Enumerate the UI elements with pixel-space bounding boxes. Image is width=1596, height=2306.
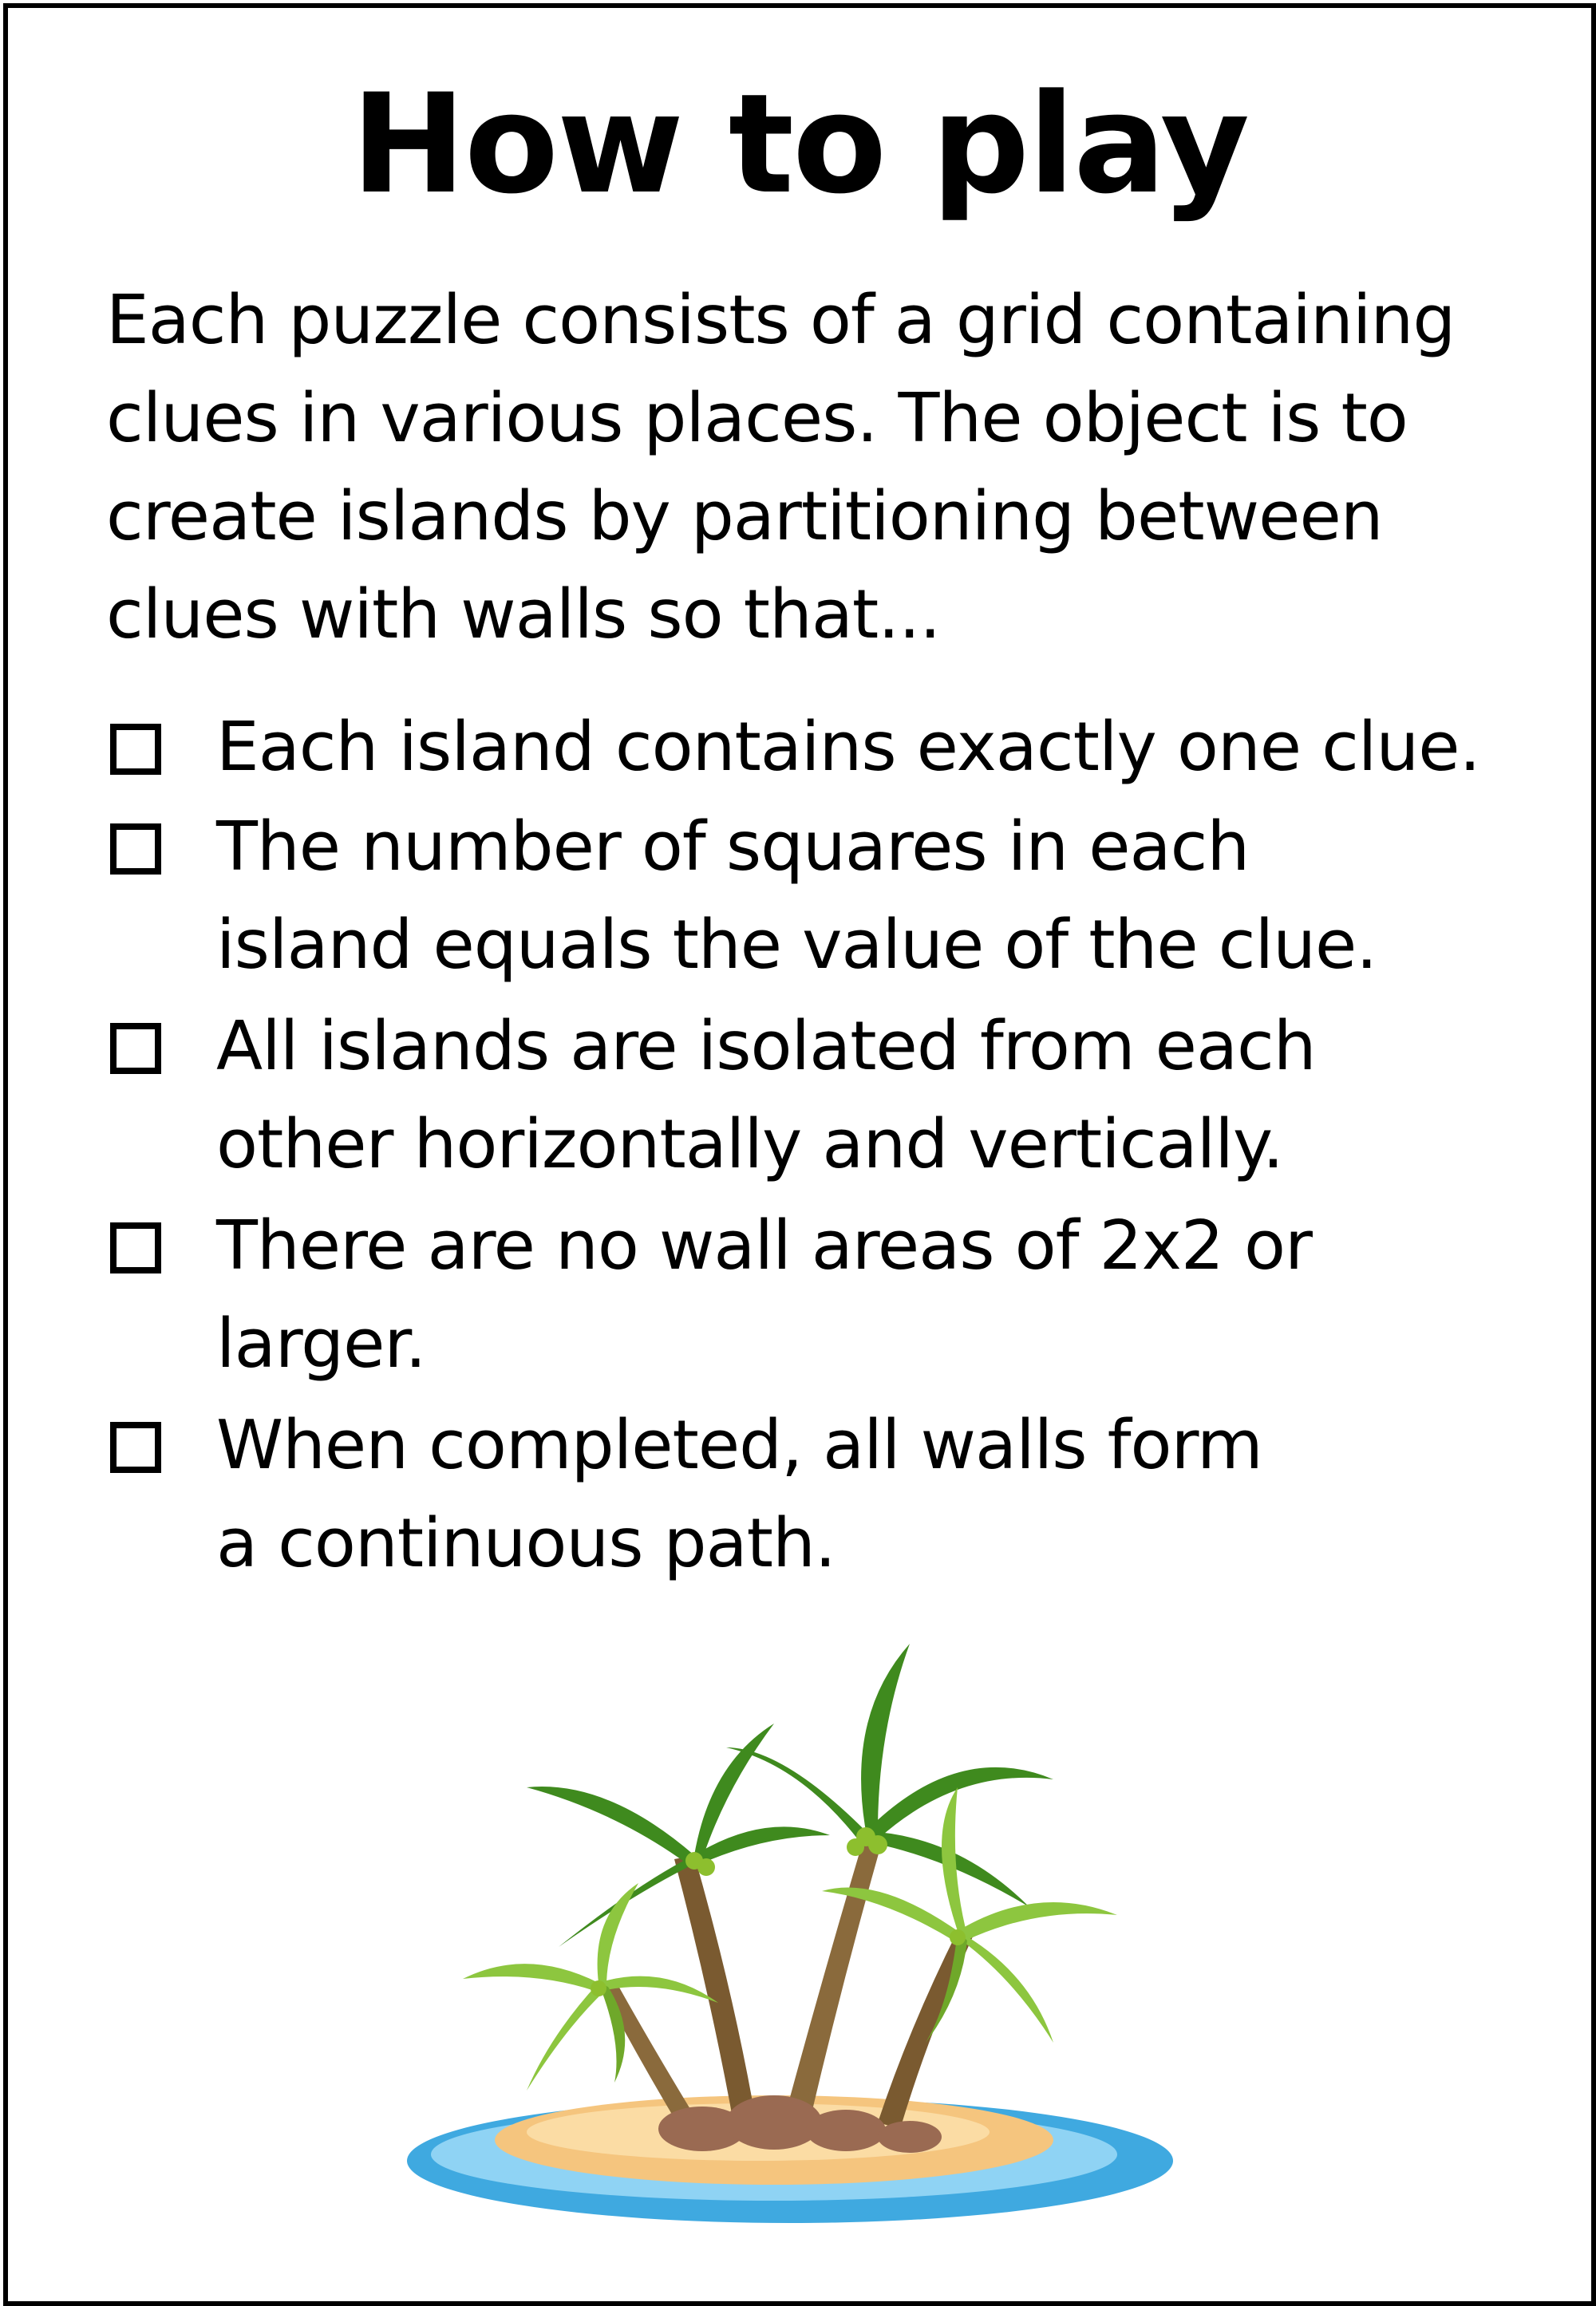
checkbox-icon[interactable] <box>110 823 161 875</box>
palm-fronds-back <box>527 1644 1053 1947</box>
palm-trunk <box>782 1831 884 2130</box>
how-to-play-card <box>3 3 1596 2306</box>
rule-text <box>216 997 1316 1194</box>
intro-line: clues in various places. The object is to <box>106 379 1408 458</box>
rule-text <box>216 1396 1262 1593</box>
rule-line: All islands are isolated from each <box>216 1007 1316 1086</box>
rule-line: When completed, all walls form <box>216 1406 1262 1485</box>
page-title: How to play <box>350 64 1249 224</box>
checkbox-icon[interactable] <box>110 1222 161 1273</box>
intro-line: clues with walls so that... <box>106 575 941 654</box>
rule-line: Each island contains exactly one clue. <box>216 708 1480 787</box>
rule-text <box>216 1197 1312 1393</box>
rule-line: There are no wall areas of 2x2 or <box>216 1206 1312 1285</box>
checkbox-icon[interactable] <box>110 1023 161 1074</box>
intro-line: create islands by partitioning between <box>106 477 1383 556</box>
intro-paragraph <box>106 271 1543 664</box>
rule-line: larger. <box>216 1305 426 1384</box>
rule-text <box>216 798 1377 994</box>
checkbox-icon[interactable] <box>110 724 161 775</box>
rule-line: The number of squares in each <box>216 807 1250 886</box>
palm-tree-island-icon <box>399 1628 1197 2250</box>
rule-line: island equals the value of the clue. <box>216 906 1377 985</box>
rule-line: a continuous path. <box>216 1504 836 1583</box>
intro-line: Each puzzle consists of a grid containing <box>106 281 1456 360</box>
rule-text <box>216 698 1480 796</box>
rule-line: other horizontally and vertically. <box>216 1105 1284 1184</box>
checkbox-icon[interactable] <box>110 1422 161 1473</box>
